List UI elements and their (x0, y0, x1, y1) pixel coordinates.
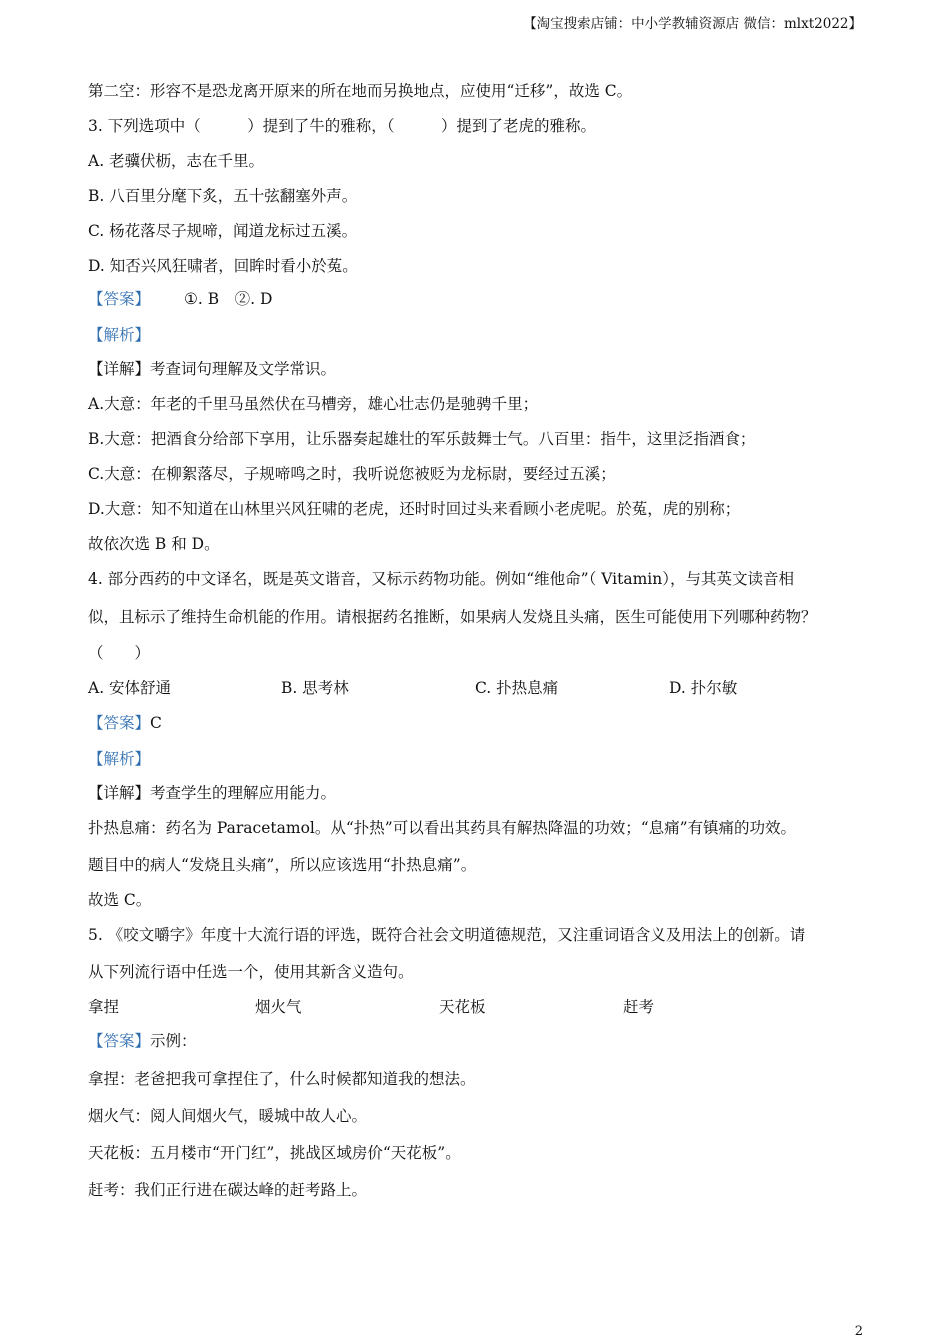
q3-answer (88, 288, 272, 310)
q3-option-d: D. 知否兴风狂啸者，回眸时看小於菟。 (88, 257, 358, 275)
q4-detail: 【详解】考查学生的理解应用能力。 (88, 784, 337, 802)
q3-detail-c: C.大意：在柳絮落尽，子规啼鸣之时，我听说您被贬为龙标尉，要经过五溪； (88, 465, 616, 483)
q3-analysis-label: 【解析】 (88, 326, 151, 344)
q5-word-4: 赶考 (623, 998, 655, 1016)
q5-word-1: 拿捏 (88, 998, 120, 1016)
page-header: 【淘宝搜索店铺：中小学教辅资源店 微信：mlxt2022】 (523, 16, 862, 32)
answer-text: ①. B ②. D (184, 290, 273, 308)
explanation-line: 第二空：形容不是恐龙离开原来的所在地而另换地点，应使用“迁移”，故选 C。 (88, 82, 633, 100)
q5-answer (88, 1030, 197, 1052)
q4-conclusion: 故选 C。 (88, 891, 152, 909)
q4-explanation-2: 题目中的病人“发烧且头痛”，所以应该选用“扑热息痛”。 (88, 856, 477, 874)
q5-sentence-4: 赶考：我们正行进在碳达峰的赶考路上。 (88, 1181, 368, 1199)
q4-option-a: A. 安体舒通 (88, 679, 172, 697)
question-4-line-1: 4. 部分西药的中文译名，既是英文谐音，又标示药物功能。例如“维他命”（ Vitamin），与其英文读音相 (88, 570, 794, 588)
q3-option-a: A. 老骥伏枥，志在千里。 (88, 152, 265, 170)
question-4-line-3: （ ） (88, 644, 151, 662)
q4-answer (88, 712, 162, 734)
q4-explanation-1: 扑热息痛：药名为 Paracetamol。从“扑热”可以看出其药具有解热降温的功效；“息痛”有镇痛的功效。 (88, 819, 797, 837)
q4-option-d: D. 扑尔敏 (669, 679, 738, 697)
q5-sentence-1: 拿捏：老爸把我可拿捏住了，什么时候都知道我的想法。 (88, 1070, 476, 1088)
question-4-line-2: 似，且标示了维持生命机能的作用。请根据药名推断，如果病人发烧且头痛，医生可能使用下列哪种药物？ (88, 608, 817, 626)
q3-detail-a: A.大意：年老的千里马虽然伏在马槽旁，雄心壮志仍是驰骋千里； (88, 395, 539, 413)
answer-label: 【答案】 (88, 290, 151, 308)
q5-sentence-3: 天花板：五月楼市“开门红”，挑战区域房价“天花板”。 (88, 1144, 461, 1162)
q5-word-3: 天花板 (439, 998, 486, 1016)
q5-word-2: 烟火气 (255, 998, 302, 1016)
answer-text: C (150, 714, 162, 732)
q5-sentence-2: 烟火气：阅人间烟火气，暖城中故人心。 (88, 1107, 368, 1125)
q4-option-b: B. 思考林 (281, 679, 349, 697)
q4-analysis-label: 【解析】 (88, 750, 151, 768)
page-number: 2 (854, 1324, 863, 1339)
answer-text: 示例： (150, 1032, 197, 1050)
answer-label: 【答案】 (88, 714, 151, 732)
q3-conclusion: 故依次选 B 和 D。 (88, 535, 220, 553)
question-5-line-2: 从下列流行语中任选一个，使用其新含义造句。 (88, 963, 414, 981)
q3-option-c: C. 杨花落尽子规啼，闻道龙标过五溪。 (88, 222, 358, 240)
q3-option-b: B. 八百里分麾下炙，五十弦翻塞外声。 (88, 187, 358, 205)
q4-option-c: C. 扑热息痛 (475, 679, 559, 697)
q3-detail: 【详解】考查词句理解及文学常识。 (88, 360, 337, 378)
question-3: 3. 下列选项中（ ）提到了牛的雅称，（ ）提到了老虎的雅称。 (88, 117, 596, 135)
answer-label: 【答案】 (88, 1032, 151, 1050)
q3-detail-b: B.大意：把酒食分给部下享用，让乐器奏起雄壮的军乐鼓舞士气。八百里：指牛，这里泛指酒食； (88, 430, 756, 448)
question-5-line-1: 5. 《咬文嚼字》年度十大流行语的评选，既符合社会文明道德规范，又注重词语含义及用法上的创新。请 (88, 926, 806, 944)
q3-detail-d: D.大意：知不知道在山林里兴风狂啸的老虎，还时时回过头来看顾小老虎呢。於菟，虎的别称； (88, 500, 741, 518)
